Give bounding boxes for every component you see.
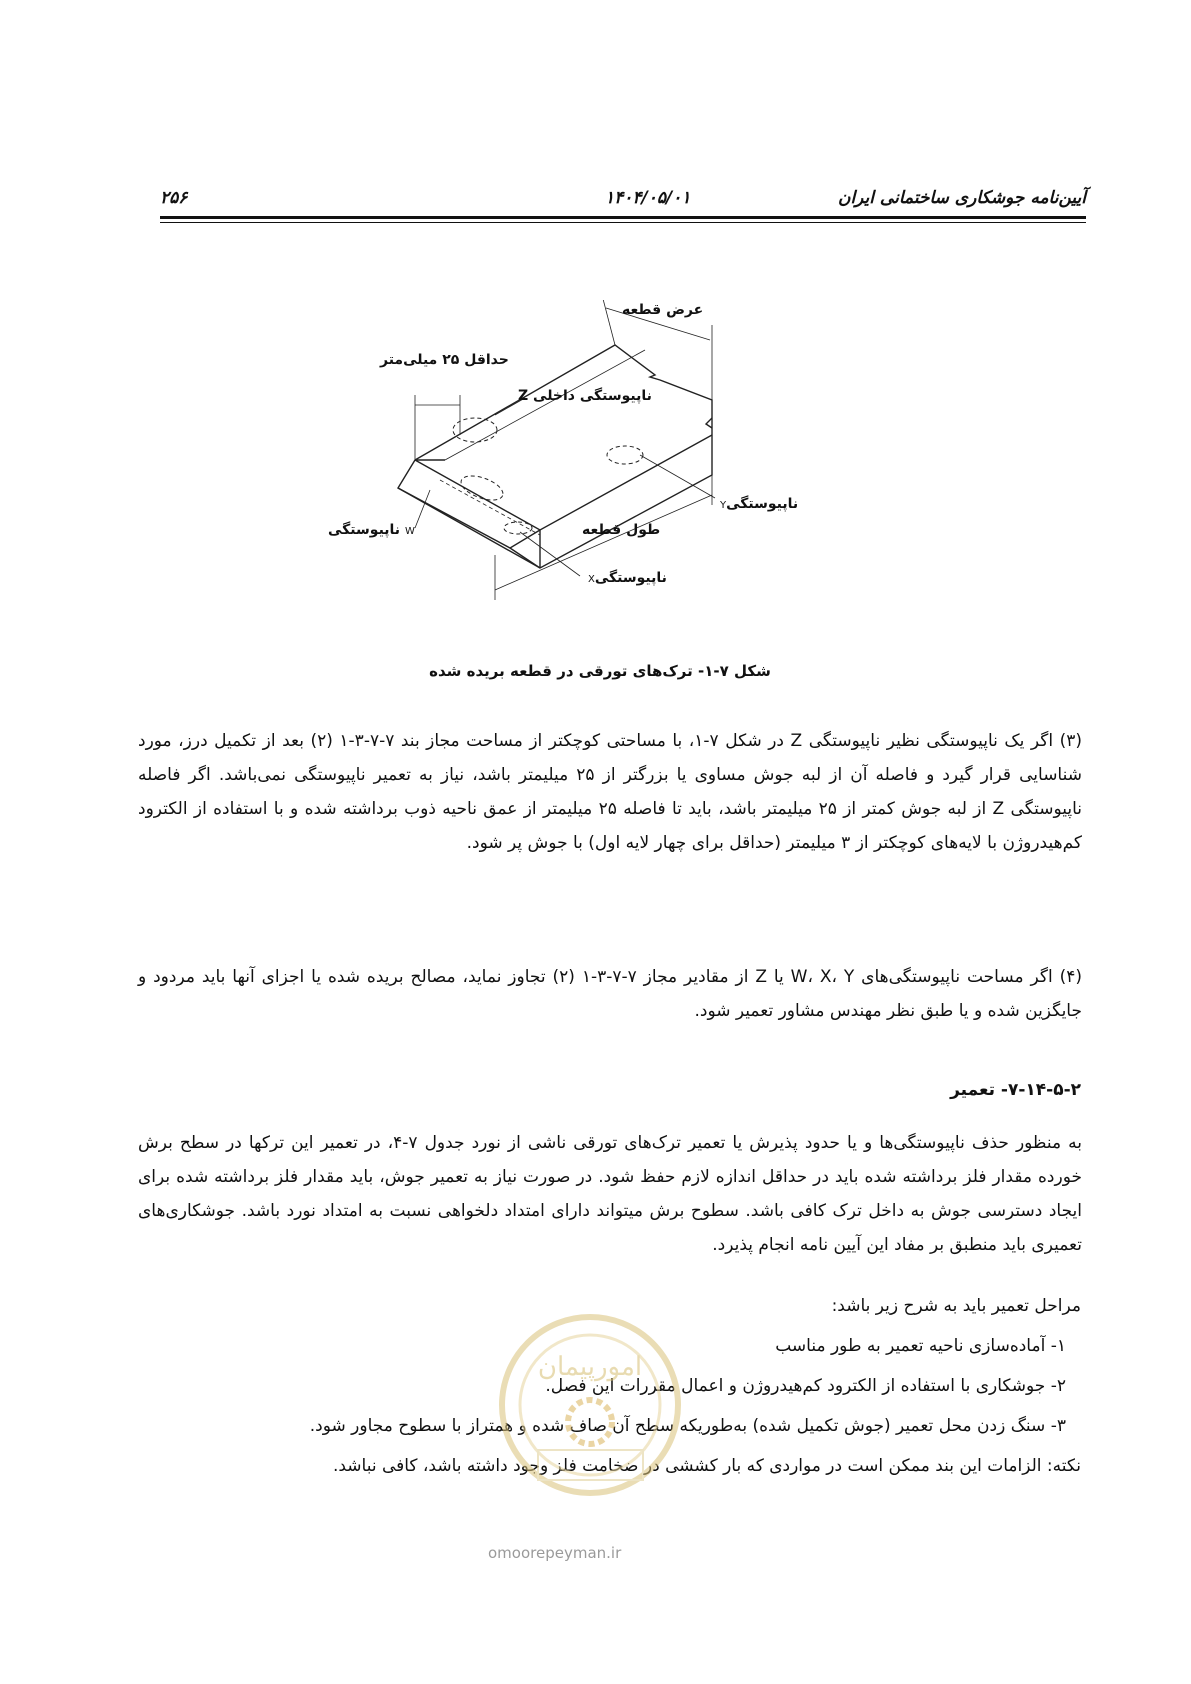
document-title: آیین‌نامه جوشکاری ساختمانی ایران bbox=[837, 188, 1086, 208]
item-3-paragraph bbox=[138, 724, 1082, 860]
steps-intro: مراحل تعمیر باید به شرح زیر باشد: bbox=[831, 1296, 1081, 1316]
label-min-25mm: حداقل ۲۵ میلی‌متر bbox=[380, 352, 509, 368]
label-disc-w bbox=[328, 522, 415, 538]
label-w-letter: W bbox=[404, 526, 415, 537]
section-paragraph: به منظور حذف ناپیوستگی‌ها و یا حدود پذیرش یا تعمیر ترک‌های تورقی ناشی از نورد جدول ۷-۴، در تعمیر این ترکها در سطح برش خورده مقدار فلز برداشته شده باید در حداقل اندازه لازم حفظ شود. در صورت نیاز به تعمیر جوش، باید مقدار فلز برداشته شده برای ایجاد دسترسی جوش به داخل ترک کافی باشد. سطوح برش میتواند دارای امتداد دلخواهی نسبت به امتداد نورد باشد. جوشکاری‌های تعمیری باید منطبق بر مفاد این آیین نامه انجام پذیرد. bbox=[138, 1133, 1082, 1255]
label-disc-y bbox=[720, 496, 798, 512]
watermark-seal-icon bbox=[498, 1310, 683, 1500]
step-item: ۲- جوشکاری با استفاده از الکترود کم‌هیدروژن و اعمال مقررات این فصل. bbox=[545, 1376, 1066, 1396]
watermark-logo bbox=[498, 1310, 683, 1500]
item-4-paragraph bbox=[138, 960, 1082, 1028]
step-item: ۱- آماده‌سازی ناحیه تعمیر به طور مناسب bbox=[775, 1336, 1066, 1356]
figure-caption: شکل ۷-۱- ترک‌های تورقی در قطعه بریده شده bbox=[429, 662, 771, 680]
label-internal-z: ناپیوستگی داخلی Z bbox=[518, 388, 652, 404]
label-piece-width: عرض قطعه bbox=[622, 302, 704, 318]
header-date: ۱۴۰۴/۰۵/۰۱ bbox=[605, 188, 691, 208]
note-paragraph: نکته: الزامات این بند ممکن است در مواردی که بار کششی در ضخامت فلز وجود داشته باشد، کافی نباشد. bbox=[332, 1456, 1081, 1476]
header-rule-thin bbox=[160, 222, 1086, 223]
section-heading: ۷-۱۴-۵-۲- تعمیر bbox=[950, 1080, 1081, 1100]
label-y-letter: Y bbox=[720, 500, 727, 511]
label-disc-w-text: ناپیوستگی bbox=[328, 522, 401, 538]
label-piece-length: طول قطعه bbox=[582, 522, 661, 538]
step-item: ۳- سنگ زدن محل تعمیر (جوش تکمیل شده) به‌طوریکه سطح آن صاف شده و همتراز با سطوح مجاور شود. bbox=[309, 1416, 1066, 1436]
item-3-number: (۳) bbox=[1059, 731, 1082, 751]
item-4-text: اگر مساحت ناپیوستگی‌های W، X، Y یا Z از مقادیر مجاز ۷-۷-۳-۱ (۲) تجاوز نماید، مصالح بریده شده یا اجزای آنها باید مردود و جایگزین شده و یا طبق نظر مهندس مشاور تعمیر شود. bbox=[138, 967, 1082, 1021]
item-3-text: اگر یک ناپیوستگی نظیر ناپیوستگی Z در شکل ۷-۱، با مساحتی کوچکتر از مساحت مجاز بند ۷-۷-۳-۱ (۲) بعد از تکمیل درز، مورد شناسایی قرار گیرد و فاصله آن از لبه جوش مساوی یا بزرگتر از ۲۵ میلیمتر باشد، نیاز به تعمیر ناپیوستگی نمی‌باشد. اگر فاصله ناپیوستگی Z از لبه جوش کمتر از ۲۵ میلیمتر باشد، باید تا فاصله ۲۵ میلیمتر از عمق ناحیه ذوب برداشته شده و با استفاده از الکترود کم‌هیدروژن با لایه‌های کوچکتر از ۳ میلیمتر (حداقل برای چهار لایه اول) با جوش پر شود. bbox=[138, 731, 1083, 853]
figure-lamellar-tearing bbox=[328, 300, 860, 630]
header-rule-thick bbox=[160, 216, 1086, 219]
watermark-logo-text: امورپیمان bbox=[537, 1352, 643, 1382]
label-disc-x bbox=[588, 570, 667, 586]
label-x-letter: X bbox=[588, 574, 595, 585]
label-disc-x-text: ناپیوستگی bbox=[594, 570, 667, 586]
page-header bbox=[160, 188, 1086, 214]
label-disc-y-text: ناپیوستگی bbox=[726, 496, 799, 512]
watermark-url: omoorepeyman.ir bbox=[488, 1544, 622, 1562]
item-4-number: (۴) bbox=[1059, 967, 1083, 987]
page-number: ۲۵۶ bbox=[160, 188, 188, 208]
